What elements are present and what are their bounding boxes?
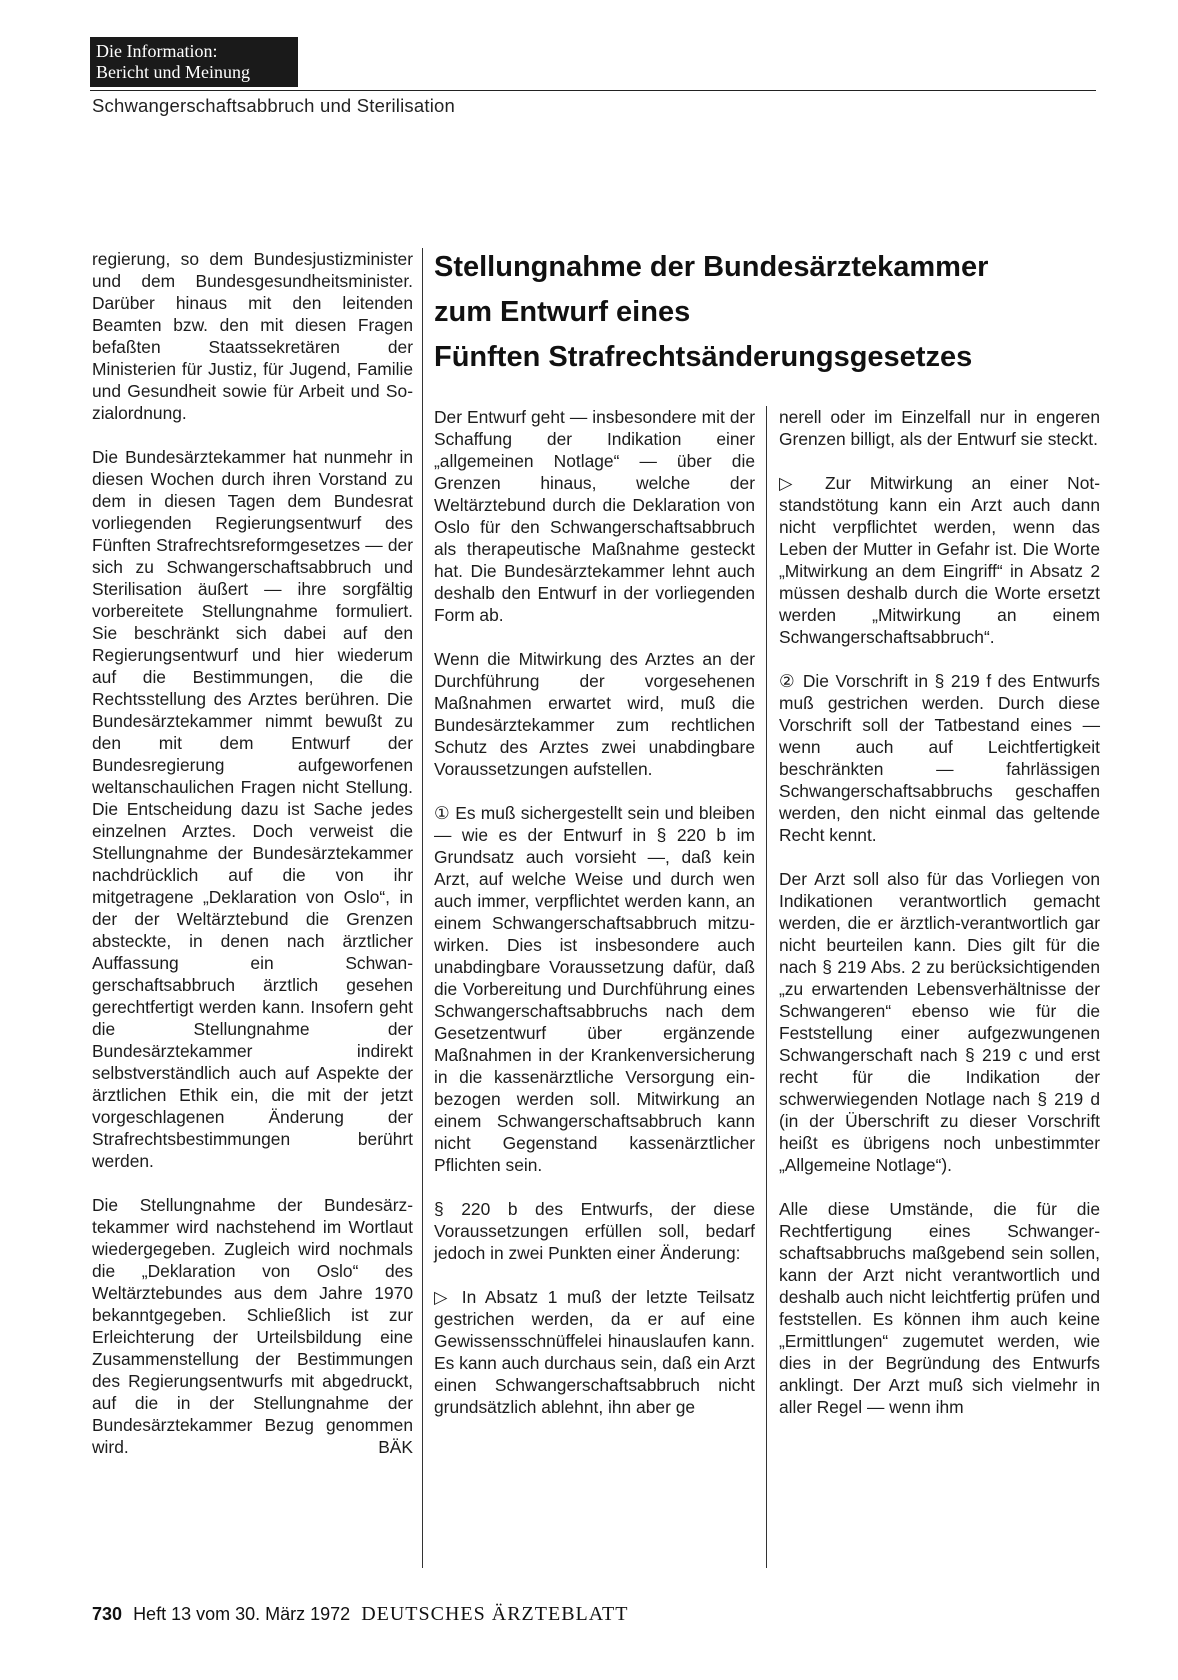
- column-divider-1: [422, 248, 423, 1568]
- left-paragraph-2: Die Bundesärztekammer hat nunmehr in diesen Wochen durch ihren Vorstand zu dem in diesen Tagen dem Bundesrat vorliegenden Regierungsentwurf des Fünften Strafrechtsreformgesetzes — der sich zu Schwangerschaftsabbruch und Sterilisation äußert — ihre sorgfältig vorbereitete Stellungnahme formuliert. Sie beschränkt sich dabei auf den Regierungsentwurf und hier wiederum auf die Bestimmungen, die die Rechtsstellung des Arztes berühren. Die Bundesärztekammer nimmt bewußt zu den mit dem Entwurf der Bundesregierung aufgeworfenen weltanschaulichen Fragen nicht Stellung. Die Entscheidung dazu ist Sache jedes einzelnen Arztes. Doch verweist die Stellungnahme der Bundesärztekammer nachdrücklich auf die von ihr mitgetragene „Deklaration von Oslo“, in der der Weltärztebund die Grenzen absteckte, in denen nach ärztlicher Auffassung ein Schwangerschaftsabbruch ärztlich gesehen gerechtfertigt werden kann. Insofern geht die Stellungnahme der Bundesärztekammer indirekt selbstverständlich auch auf Aspekte der ärztlichen Ethik ein, die mit der jetzt vorgeschlagenen Änderung der Strafrechtsbestimmungen berührt werden.: [92, 447, 413, 1171]
- middle-column: [434, 406, 755, 1418]
- right-paragraph-4: Der Arzt soll also für das Vorliegen von Indikationen verantwortlich gemacht werden, die er ärztlich-verantwortlich gar nicht beurteilen kann. Dies gilt für die nach § 219 Abs. 2 zu berücksichtigenden „zu erwartenden Lebensverhältnisse der Schwangeren“ ebenso wie für die Feststellung einer aufgezwungenen Schwangerschaft nach § 219 c und erst recht für die Indikation der schwerwiegenden Notlage nach § 219 d (in der Überschrift zu dieser Vorschrift heißt es übrigens noch unbestimmter „Allgemeine Notlage“).: [779, 869, 1100, 1175]
- middle-paragraph-4: § 220 b des Entwurfs, der diese Voraussetzungen erfüllen soll, bedarf jedoch in zwei Punkten einer Änderung:: [434, 1199, 755, 1263]
- middle-paragraph-1: Der Entwurf geht — insbesondere mit der Schaffung der Indikation einer „allgemeinen Notlage“ — über die Grenzen hinaus, welche der Weltärztebund durch die Deklaration von Oslo für den Schwangerschaftsabbruch als therapeutische Maßnahme gesteckt hat. Die Bundesärztekammer lehnt auch deshalb den Entwurf in der vorliegenden Form ab.: [434, 407, 755, 625]
- article-headline: [434, 245, 1094, 380]
- right-column: [779, 406, 1100, 1418]
- journal-name: DEUTSCHES ÄRZTEBLATT: [361, 1603, 629, 1625]
- right-paragraph-3: ② Die Vorschrift in § 219 f des Entwurfs muß gestrichen werden. Durch diese Vorschrift soll der Tatbestand eines — wenn auch auf Leichtfertigkeit beschränkten — fahrlässigen Schwangerschaftsabbruchs geschaffen werden, den nicht einmal das geltende Recht kennt.: [779, 671, 1100, 845]
- header-rule: [90, 90, 1096, 91]
- rubric-line-1: Die Information:: [96, 41, 218, 61]
- left-paragraph-3: [92, 1194, 413, 1458]
- left-paragraph-1: regierung, so dem Bundesjustizminister und dem Bundesgesundheitsminister. Darüber hinaus mit den leitenden Beamten bzw. den mit diesen Fragen befaßten Staatssekretären der Ministerien für Justiz, für Jugend, Familie und Gesundheit sowie für Arbeit und Sozialordnung.: [92, 249, 413, 423]
- rubric-badge: [90, 37, 298, 87]
- left-column: [92, 248, 413, 1458]
- headline-line-1: Stellungnahme der Bundesärztekammer: [434, 251, 989, 283]
- middle-paragraph-3: ① Es muß sichergestellt sein und bleiben — wie es der Entwurf in § 220 b im Grundsatz auch vorsieht —, daß kein Arzt, auf welche Weise und durch wen auch immer, verpflichtet werden kann, an einem Schwangerschaftsabbruch mitzuwirken. Dies ist insbesondere auch unabdingbare Voraussetzung dafür, daß die Vorbereitung und Durchführung eines Schwangerschaftsabbruchs nach dem Gesetzentwurf über ergänzende Maßnahmen in der Krankenversicherung in die kassenärztliche Versorgung einbezogen werden soll. Mitwirkung an einem Schwangerschaftsabbruch kann nicht Gegenstand kassenärztlicher Pflichten sein.: [434, 803, 755, 1175]
- middle-paragraph-2: Wenn die Mitwirkung des Arztes an der Durchführung der vorgesehenen Maßnahmen erwartet wird, muß die Bundesärztekammer zum rechtlichen Schutz des Arztes zwei unabdingbare Voraussetzungen aufstellen.: [434, 649, 755, 779]
- column-divider-2: [766, 406, 767, 1568]
- issue-info: Heft 13 vom 30. März 1972: [133, 1604, 351, 1624]
- right-paragraph-1: nerell oder im Einzelfall nur in engeren Grenzen billigt, als der Entwurf sie steckt.: [779, 407, 1100, 449]
- headline-line-2: zum Entwurf eines: [434, 296, 691, 328]
- rubric-line-2: Bericht und Meinung: [96, 62, 250, 82]
- right-paragraph-5: Alle diese Umstände, die für die Rechtfertigung eines Schwangerschaftsabbruchs maßgebend sein sollen, kann der Arzt nicht verantwortlich und deshalb auch nicht leichtfertig prüfen und feststellen. Es können ihm auch keine „Ermittlungen“ zugemutet werden, wie dies in der Begründung des Entwurfs anklingt. Der Arzt muß sich vielmehr in aller Regel — wenn ihm: [779, 1199, 1100, 1417]
- signature: BÄK: [378, 1437, 413, 1457]
- middle-paragraph-5: ▷ In Absatz 1 muß der letzte Teilsatz gestrichen werden, da er auf eine Gewissensschnüffelei hinauslaufen kann. Es kann auch durchaus sein, daß ein Arzt einen Schwangerschaftsabbruch nicht grundsätzlich ablehnt, ihn aber ge: [434, 1287, 755, 1417]
- headline-line-3: Fünften Strafrechtsänderungsgesetzes: [434, 341, 973, 373]
- right-paragraph-2: ▷ Zur Mitwirkung an einer Notstandstötung kann ein Arzt auch dann nicht verpflichtet werden, wenn das Leben der Mutter in Gefahr ist. Die Worte „Mitwirkung an dem Eingriff“ in Absatz 2 müssen deshalb durch die Worte ersetzt werden „Mitwirkung an einem Schwangerschaftsabbruch“.: [779, 473, 1100, 647]
- page-number: 730: [92, 1604, 123, 1624]
- section-title: Schwangerschaftsabbruch und Sterilisation: [92, 95, 455, 116]
- page-footer: [92, 1603, 628, 1626]
- left-paragraph-3-text: Die Stellungnahme der Bundesärztekammer wird nachstehend im Wortlaut wiedergegeben. Zugleich wird nochmals die „Deklaration von Oslo“ des Weltärztebundes aus dem Jahre 1970 bekanntgegeben. Schließlich ist zur Erleichterung der Urteilsbildung eine Zusammenstellung der Bestimmungen des Regierungsentwurfs mit abgedruckt, auf die in der Stellungnahme der Bundesärztekammer Bezug genommen wird.: [92, 1195, 413, 1457]
